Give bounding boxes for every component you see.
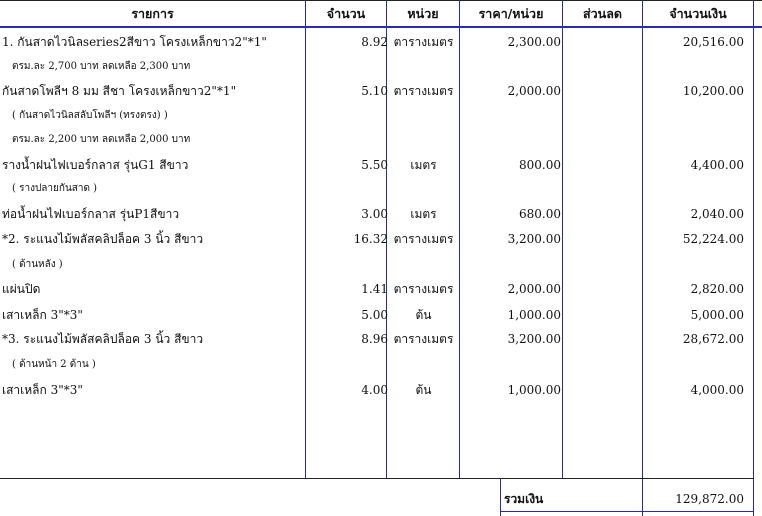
header-unit: หน่วย bbox=[407, 6, 439, 21]
total-label: รวมเงิน bbox=[504, 492, 544, 506]
item-price: 1,000.00 bbox=[507, 308, 561, 322]
item-description: 1. กันสาดไวนิลseries2สีขาว โครงเหล็กขาว2"*1" bbox=[2, 35, 267, 49]
header-item: รายการ bbox=[131, 6, 174, 21]
header-qty: จำนวน bbox=[326, 6, 366, 21]
item-qty: 5.50 bbox=[361, 158, 388, 172]
item-qty: 8.96 bbox=[361, 332, 388, 346]
item-note: ตรม.ละ 2,200 บาท ลดเหลือ 2,000 บาท bbox=[12, 134, 191, 145]
item-price: 1,000.00 bbox=[507, 383, 561, 397]
item-note: ( ด้านหลัง ) bbox=[12, 259, 63, 270]
header-amount: จำนวนเงิน bbox=[669, 6, 727, 21]
item-note: ( กันสาดไวนิลสลับโพลีฯ (ทรงตรง) ) bbox=[12, 110, 168, 121]
item-amount: 5,000.00 bbox=[690, 308, 744, 322]
item-qty: 5.00 bbox=[361, 308, 388, 322]
item-unit: ตารางเมตร bbox=[393, 282, 454, 296]
header-price: ราคา/หน่วย bbox=[478, 6, 544, 21]
right-border bbox=[753, 0, 754, 516]
item-qty: 1.41 bbox=[361, 282, 388, 296]
item-description: *2. ระแนงไม้พลัสคลิปล็อค 3 นิ้ว สีขาว bbox=[2, 232, 204, 246]
item-unit: ตารางเมตร bbox=[393, 84, 454, 98]
total-value: 129,872.00 bbox=[675, 492, 744, 506]
item-unit: ตารางเมตร bbox=[393, 332, 454, 346]
item-amount: 20,516.00 bbox=[682, 35, 744, 49]
item-unit: ตารางเมตร bbox=[393, 232, 454, 246]
item-unit: ต้น bbox=[415, 308, 432, 322]
item-description: แผ่นปิด bbox=[2, 282, 41, 296]
item-note: ( รางปลายกันสาด ) bbox=[12, 183, 98, 194]
col-divider-amount bbox=[642, 0, 643, 516]
item-price: 3,200.00 bbox=[507, 232, 561, 246]
item-price: 800.00 bbox=[519, 158, 561, 172]
item-qty: 8.92 bbox=[361, 35, 388, 49]
col-divider-qty bbox=[305, 0, 306, 478]
item-amount: 10,200.00 bbox=[682, 84, 744, 98]
item-amount: 4,000.00 bbox=[690, 383, 744, 397]
item-qty: 3.00 bbox=[361, 207, 388, 221]
item-unit: เมตร bbox=[410, 207, 437, 221]
item-description: เสาเหล็ก 3"*3" bbox=[2, 383, 83, 397]
item-unit: เมตร bbox=[410, 158, 437, 172]
item-amount: 2,820.00 bbox=[690, 282, 744, 296]
item-price: 3,200.00 bbox=[507, 332, 561, 346]
item-description: ท่อน้ำฝนไฟเบอร์กลาส รุ่นP1สีขาว bbox=[2, 207, 180, 221]
item-amount: 4,400.00 bbox=[690, 158, 744, 172]
item-qty: 16.32 bbox=[353, 232, 388, 246]
item-amount: 28,672.00 bbox=[682, 332, 744, 346]
item-description: เสาเหล็ก 3"*3" bbox=[2, 308, 83, 322]
item-price: 2,300.00 bbox=[507, 35, 561, 49]
header-discount: ส่วนลด bbox=[583, 6, 622, 21]
item-description: รางน้ำฝนไฟเบอร์กลาส รุ่นG1 สีขาว bbox=[2, 158, 189, 172]
col-divider-price bbox=[459, 0, 460, 478]
item-unit: ต้น bbox=[415, 383, 432, 397]
item-amount: 52,224.00 bbox=[682, 232, 744, 246]
item-amount: 2,040.00 bbox=[690, 207, 744, 221]
item-qty: 4.00 bbox=[361, 383, 388, 397]
item-price: 2,000.00 bbox=[507, 282, 561, 296]
header-divider bbox=[0, 26, 762, 28]
item-price: 680.00 bbox=[519, 207, 561, 221]
item-unit: ตารางเมตร bbox=[393, 35, 454, 49]
col-divider-discount bbox=[562, 0, 563, 478]
top-border bbox=[0, 0, 762, 1]
item-price: 2,000.00 bbox=[507, 84, 561, 98]
table-bottom-border bbox=[0, 478, 754, 479]
item-qty: 5.10 bbox=[361, 84, 388, 98]
item-description: *3. ระแนงไม้พลัสคลิปล็อค 3 นิ้ว สีขาว bbox=[2, 332, 204, 346]
item-note: ( ด้านหน้า 2 ด้าน ) bbox=[12, 359, 96, 370]
item-note: ตรม.ละ 2,700 บาท ลดเหลือ 2,300 บาท bbox=[12, 61, 191, 72]
total-box-bottom bbox=[500, 511, 754, 512]
item-description: กันสาดโพลีฯ 8 มม สีชา โครงเหล็กขาว2"*1" bbox=[2, 84, 237, 98]
